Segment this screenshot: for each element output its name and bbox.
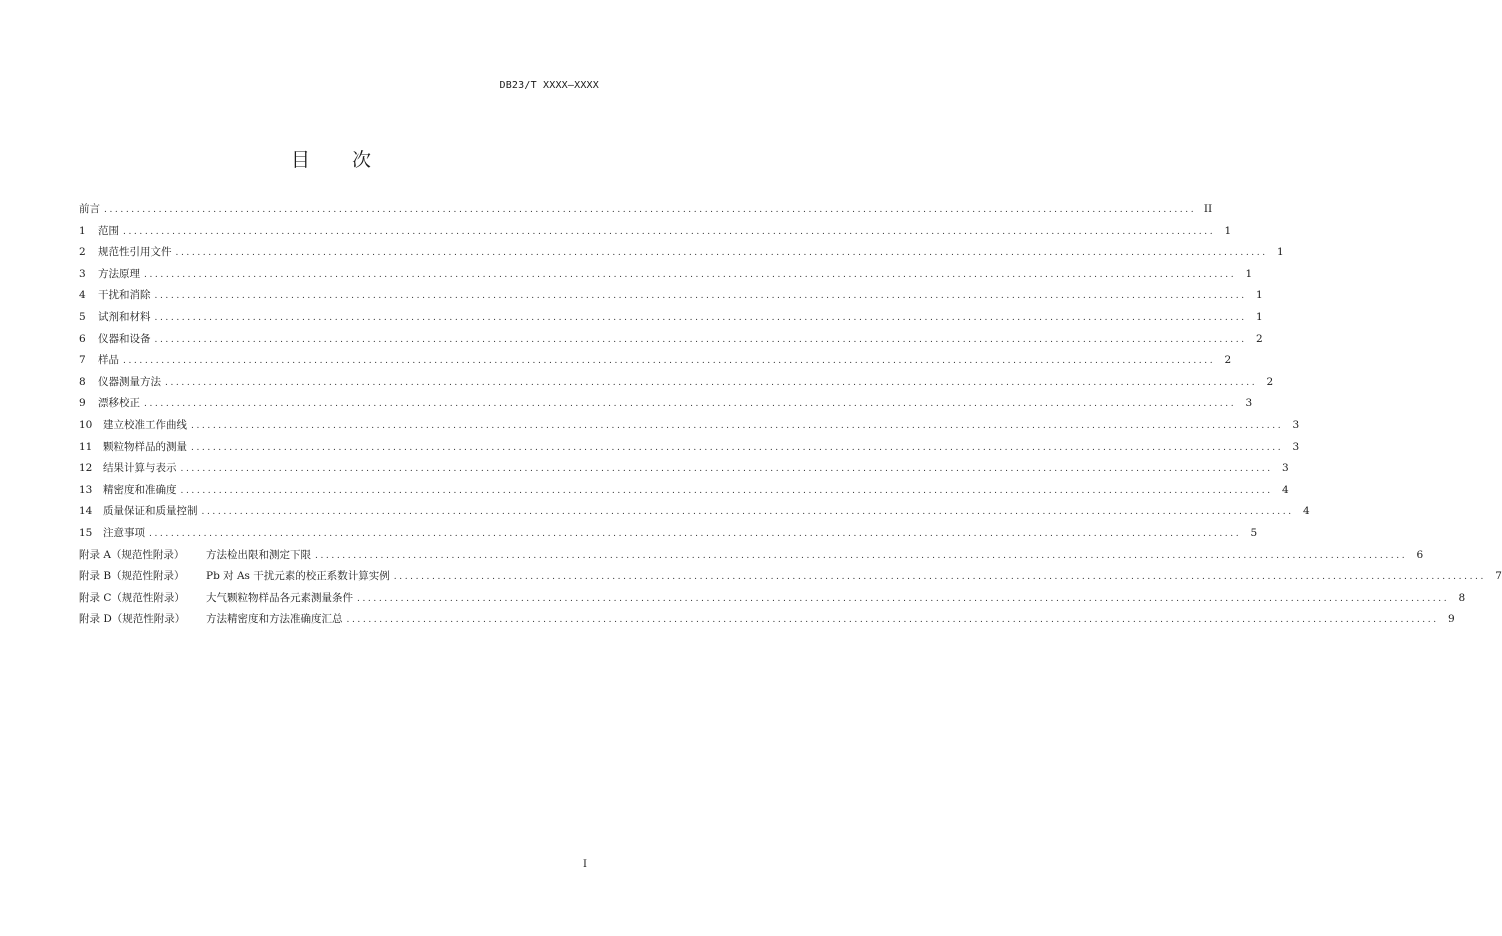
toc-entry-title bbox=[79, 221, 119, 243]
toc-entry[interactable] bbox=[79, 264, 1253, 286]
toc-page-number: 2 bbox=[1224, 354, 1232, 367]
toc-entry-title bbox=[79, 393, 140, 415]
toc-entry-title bbox=[79, 523, 145, 545]
toc-page-number: 4 bbox=[1281, 483, 1289, 496]
toc-entry-label: 干扰和消除 bbox=[98, 289, 151, 302]
toc-entry-number: 10 bbox=[79, 418, 93, 431]
toc-page-number: 1 bbox=[1224, 224, 1232, 237]
toc-entry-label: 质量保证和质量控制 bbox=[103, 505, 198, 518]
toc-entry[interactable] bbox=[79, 523, 1258, 545]
toc-entry[interactable] bbox=[79, 242, 1284, 264]
toc-entry-title bbox=[79, 480, 177, 502]
toc-entry-label: 范围 bbox=[98, 224, 119, 237]
toc-entry-number: 4 bbox=[79, 289, 86, 302]
toc-page-number: 5 bbox=[1250, 526, 1258, 539]
toc-entry-label: 试剂和材料 bbox=[98, 310, 151, 323]
toc-entry-label: 精密度和准确度 bbox=[103, 483, 177, 496]
toc-entry-title bbox=[79, 199, 100, 221]
toc-leader-dots: ........................................................................................................................................................................................................ bbox=[357, 593, 1450, 604]
toc-entry[interactable] bbox=[79, 285, 1263, 307]
toc-entry[interactable] bbox=[79, 437, 1300, 459]
toc-entry-title bbox=[79, 242, 172, 264]
toc-entry-number: 1 bbox=[79, 224, 86, 237]
toc-entry[interactable] bbox=[79, 221, 1232, 243]
toc-page-number: 1 bbox=[1276, 246, 1284, 259]
toc-page-number: 4 bbox=[1302, 505, 1310, 518]
toc-entry-number: 6 bbox=[79, 332, 86, 345]
toc-page-number: 1 bbox=[1255, 310, 1263, 323]
toc-page-number: 2 bbox=[1255, 332, 1263, 345]
toc-entry-title bbox=[79, 329, 151, 351]
toc-entry-label: 建立校准工作曲线 bbox=[103, 418, 187, 431]
toc-entry[interactable] bbox=[79, 393, 1253, 415]
toc-entry-title bbox=[79, 350, 119, 372]
toc-appendix-prefix: 附录 D（规范性附录） bbox=[79, 613, 186, 626]
toc-entry-number: 8 bbox=[79, 375, 86, 388]
toc-entry-label: 漂移校正 bbox=[98, 397, 140, 410]
toc-page-number: 3 bbox=[1281, 462, 1289, 475]
toc-entry-title bbox=[79, 437, 187, 459]
toc-leader-dots: ........................................................................................................................................................................................................ bbox=[123, 226, 1216, 237]
toc-entry-title bbox=[79, 609, 343, 631]
toc-entry-title bbox=[79, 285, 151, 307]
toc-entry-number: 3 bbox=[79, 267, 86, 280]
page-number: I bbox=[583, 859, 587, 870]
toc-entry-number: 9 bbox=[79, 397, 86, 410]
toc-appendix-entry[interactable] bbox=[79, 609, 1455, 631]
toc-entry-title bbox=[79, 501, 198, 523]
toc-entry-title bbox=[79, 545, 311, 567]
toc-entry-label: 方法原理 bbox=[98, 267, 140, 280]
toc-entry-label: 仪器测量方法 bbox=[98, 375, 161, 388]
toc-leader-dots: ........................................................................................................................................................................................................ bbox=[315, 550, 1408, 561]
toc-entry[interactable] bbox=[79, 199, 1213, 221]
toc-entry-number: 2 bbox=[79, 246, 86, 259]
toc-page-number: 1 bbox=[1245, 267, 1253, 280]
toc-entry-label: 方法检出限和测定下限 bbox=[206, 548, 311, 561]
toc-entry-label: Pb 对 As 干扰元素的校正系数计算实例 bbox=[206, 570, 390, 583]
toc-entry-title bbox=[79, 566, 390, 588]
toc-leader-dots: ........................................................................................................................................................................................................ bbox=[154, 312, 1247, 323]
toc-page-number: 3 bbox=[1292, 440, 1300, 453]
toc-entry[interactable] bbox=[79, 480, 1289, 502]
toc-entry-number: 12 bbox=[79, 462, 93, 475]
toc-page-number: 3 bbox=[1245, 397, 1253, 410]
toc-entry[interactable] bbox=[79, 350, 1232, 372]
toc-entry-title bbox=[79, 458, 177, 480]
toc-entry-label: 样品 bbox=[98, 354, 119, 367]
document-code: DB23/T XXXX—XXXX bbox=[499, 80, 599, 91]
toc-leader-dots: ........................................................................................................................................................................................................ bbox=[191, 442, 1284, 453]
toc-entry-title bbox=[79, 415, 187, 437]
toc-entry-label: 大气颗粒物样品各元素测量条件 bbox=[206, 591, 353, 604]
toc-entry[interactable] bbox=[79, 307, 1263, 329]
toc-entry-number: 5 bbox=[79, 310, 86, 323]
toc-entry-number: 14 bbox=[79, 505, 93, 518]
toc-leader-dots: ........................................................................................................................................................................................................ bbox=[144, 399, 1237, 410]
toc-page-number: 8 bbox=[1458, 591, 1466, 604]
toc-page-number: 6 bbox=[1416, 548, 1424, 561]
toc-entry-number: 7 bbox=[79, 354, 86, 367]
toc-leader-dots: ........................................................................................................................................................................................................ bbox=[393, 572, 1486, 583]
toc-appendix-entry[interactable] bbox=[79, 545, 1424, 567]
toc-entry-title bbox=[79, 372, 161, 394]
toc-leader-dots: ........................................................................................................................................................................................................ bbox=[180, 485, 1273, 496]
toc-leader-dots: ........................................................................................................................................................................................................ bbox=[180, 464, 1273, 475]
toc-entry-label: 仪器和设备 bbox=[98, 332, 151, 345]
toc-page-number: 7 bbox=[1495, 570, 1502, 583]
toc-entry[interactable] bbox=[79, 458, 1289, 480]
toc-entry-number: 13 bbox=[79, 483, 93, 496]
toc-appendix-prefix: 附录 A（规范性附录） bbox=[79, 548, 185, 561]
page-title: 目 次 bbox=[290, 149, 390, 171]
toc-leader-dots: ........................................................................................................................................................................................................ bbox=[191, 420, 1284, 431]
toc-appendix-entry[interactable] bbox=[79, 566, 1502, 588]
toc-leader-dots: ........................................................................................................................................................................................................ bbox=[144, 269, 1237, 280]
toc-appendix-prefix: 附录 B（规范性附录） bbox=[79, 570, 185, 583]
toc-entry-number: 15 bbox=[79, 526, 93, 539]
toc-leader-dots: ........................................................................................................................................................................................................ bbox=[123, 356, 1216, 367]
toc-appendix-prefix: 附录 C（规范性附录） bbox=[79, 591, 185, 604]
table-of-contents bbox=[79, 199, 1502, 631]
toc-page-number: 1 bbox=[1255, 289, 1263, 302]
toc-leader-dots: ........................................................................................................................................................................................................ bbox=[154, 291, 1247, 302]
toc-entry-title bbox=[79, 307, 151, 329]
toc-leader-dots: ........................................................................................................................................................................................................ bbox=[175, 248, 1268, 259]
toc-entry-label: 方法精密度和方法准确度汇总 bbox=[206, 613, 343, 626]
toc-entry[interactable] bbox=[79, 372, 1274, 394]
toc-entry[interactable] bbox=[79, 329, 1263, 351]
toc-leader-dots: ........................................................................................................................................................................................................ bbox=[346, 615, 1439, 626]
toc-page-number: 2 bbox=[1266, 375, 1274, 388]
toc-entry-label: 颗粒物样品的测量 bbox=[103, 440, 187, 453]
toc-entry[interactable] bbox=[79, 415, 1300, 437]
toc-appendix-entry[interactable] bbox=[79, 588, 1466, 610]
toc-leader-dots: ........................................................................................................................................................................................................ bbox=[104, 205, 1197, 215]
toc-entry-label: 结果计算与表示 bbox=[103, 462, 177, 475]
toc-page-number: 9 bbox=[1447, 613, 1455, 626]
toc-entry[interactable] bbox=[79, 501, 1310, 523]
toc-leader-dots: ........................................................................................................................................................................................................ bbox=[201, 507, 1294, 518]
toc-entry-title bbox=[79, 588, 353, 610]
toc-leader-dots: ........................................................................................................................................................................................................ bbox=[149, 528, 1242, 539]
toc-entry-label: 规范性引用文件 bbox=[98, 246, 172, 259]
toc-entry-label: 前言 bbox=[79, 203, 100, 215]
toc-entry-number: 11 bbox=[79, 440, 93, 453]
toc-leader-dots: ........................................................................................................................................................................................................ bbox=[165, 377, 1258, 388]
toc-entry-title bbox=[79, 264, 140, 286]
toc-entry-label: 注意事项 bbox=[103, 526, 145, 539]
toc-page-number: 3 bbox=[1292, 418, 1300, 431]
toc-leader-dots: ........................................................................................................................................................................................................ bbox=[154, 334, 1247, 345]
toc-page-number: II bbox=[1203, 203, 1213, 215]
